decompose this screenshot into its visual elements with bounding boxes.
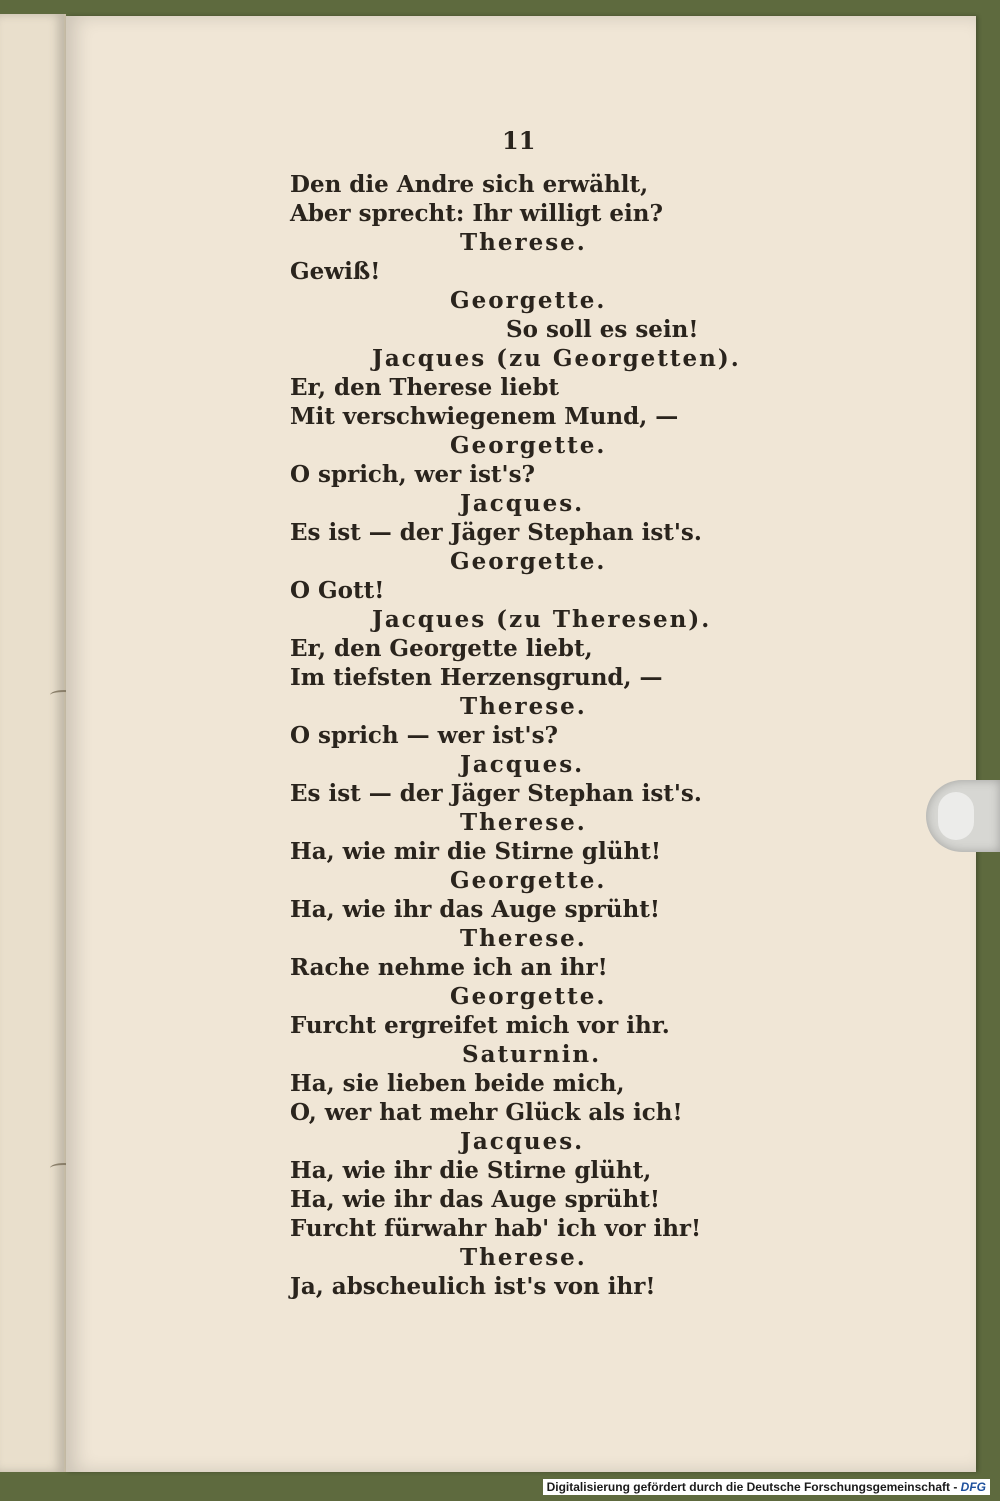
speaker-name: Jacques.	[460, 751, 585, 778]
speaker-name: Georgette.	[450, 548, 607, 575]
speaker-name: Jacques (zu Georgetten).	[372, 345, 741, 372]
verse-line: Aber sprecht: Ihr willigt ein?	[290, 200, 663, 227]
scan-clip-tab	[926, 780, 1000, 852]
verse-line: Ha, wie ihr das Auge sprüht!	[290, 896, 660, 923]
verse-line: O Gott!	[290, 577, 385, 604]
page-text	[290, 170, 741, 1301]
speaker-name: Georgette.	[450, 432, 607, 459]
verse-line: Gewiß!	[290, 258, 381, 285]
speaker-name: Therese.	[460, 693, 587, 720]
speaker-name: Jacques (zu Theresen).	[372, 606, 712, 633]
speaker-name: Jacques.	[460, 490, 585, 517]
verse-line: Es ist — der Jäger Stephan ist's.	[290, 519, 702, 546]
verse-line: Ha, wie ihr die Stirne glüht,	[290, 1157, 652, 1184]
verse-line: Ha, wie ihr das Auge sprüht!	[290, 1186, 660, 1213]
verse-line: Rache nehme ich an ihr!	[290, 954, 608, 981]
verse-line: O sprich, wer ist's?	[290, 461, 536, 488]
left-page	[0, 14, 66, 1472]
digitization-credit	[543, 1479, 990, 1495]
verse-line: Er, den Georgette liebt,	[290, 635, 593, 662]
speaker-name: Therese.	[460, 925, 587, 952]
verse-line: Es ist — der Jäger Stephan ist's.	[290, 780, 702, 807]
speaker-name: Therese.	[460, 809, 587, 836]
speaker-name: Therese.	[460, 229, 587, 256]
speaker-name: Therese.	[460, 1244, 587, 1271]
verse-line: Er, den Therese liebt	[290, 374, 560, 401]
verse-line: O sprich — wer ist's?	[290, 722, 559, 749]
verse-line: O, wer hat mehr Glück als ich!	[290, 1099, 683, 1126]
verse-line: Im tiefsten Herzensgrund, —	[290, 664, 663, 691]
verse-line: Ja, abscheulich ist's von ihr!	[290, 1273, 656, 1300]
speaker-name: Saturnin.	[462, 1041, 602, 1068]
speaker-name: Jacques.	[460, 1128, 585, 1155]
speaker-name: Georgette.	[450, 287, 607, 314]
verse-line: Furcht fürwahr hab' ich vor ihr!	[290, 1215, 702, 1242]
speaker-name: Georgette.	[450, 983, 607, 1010]
verse-line: Den die Andre sich erwählt,	[290, 171, 649, 198]
verse-line: Furcht ergreifet mich vor ihr.	[290, 1012, 670, 1039]
dfg-logo-icon: DFG	[960, 1480, 986, 1494]
verse-line: Ha, wie mir die Stirne glüht!	[290, 838, 661, 865]
verse-line: Mit verschwiegenem Mund, —	[290, 403, 679, 430]
verse-line: So soll es sein!	[506, 316, 699, 343]
page-number: 11	[502, 126, 536, 155]
credit-text: Digitalisierung gefördert durch die Deutsche Forschungsgemeinschaft -	[546, 1480, 958, 1494]
scan-clip-highlight	[938, 792, 974, 840]
speaker-name: Georgette.	[450, 867, 607, 894]
verse-line: Ha, sie lieben beide mich,	[290, 1070, 625, 1097]
